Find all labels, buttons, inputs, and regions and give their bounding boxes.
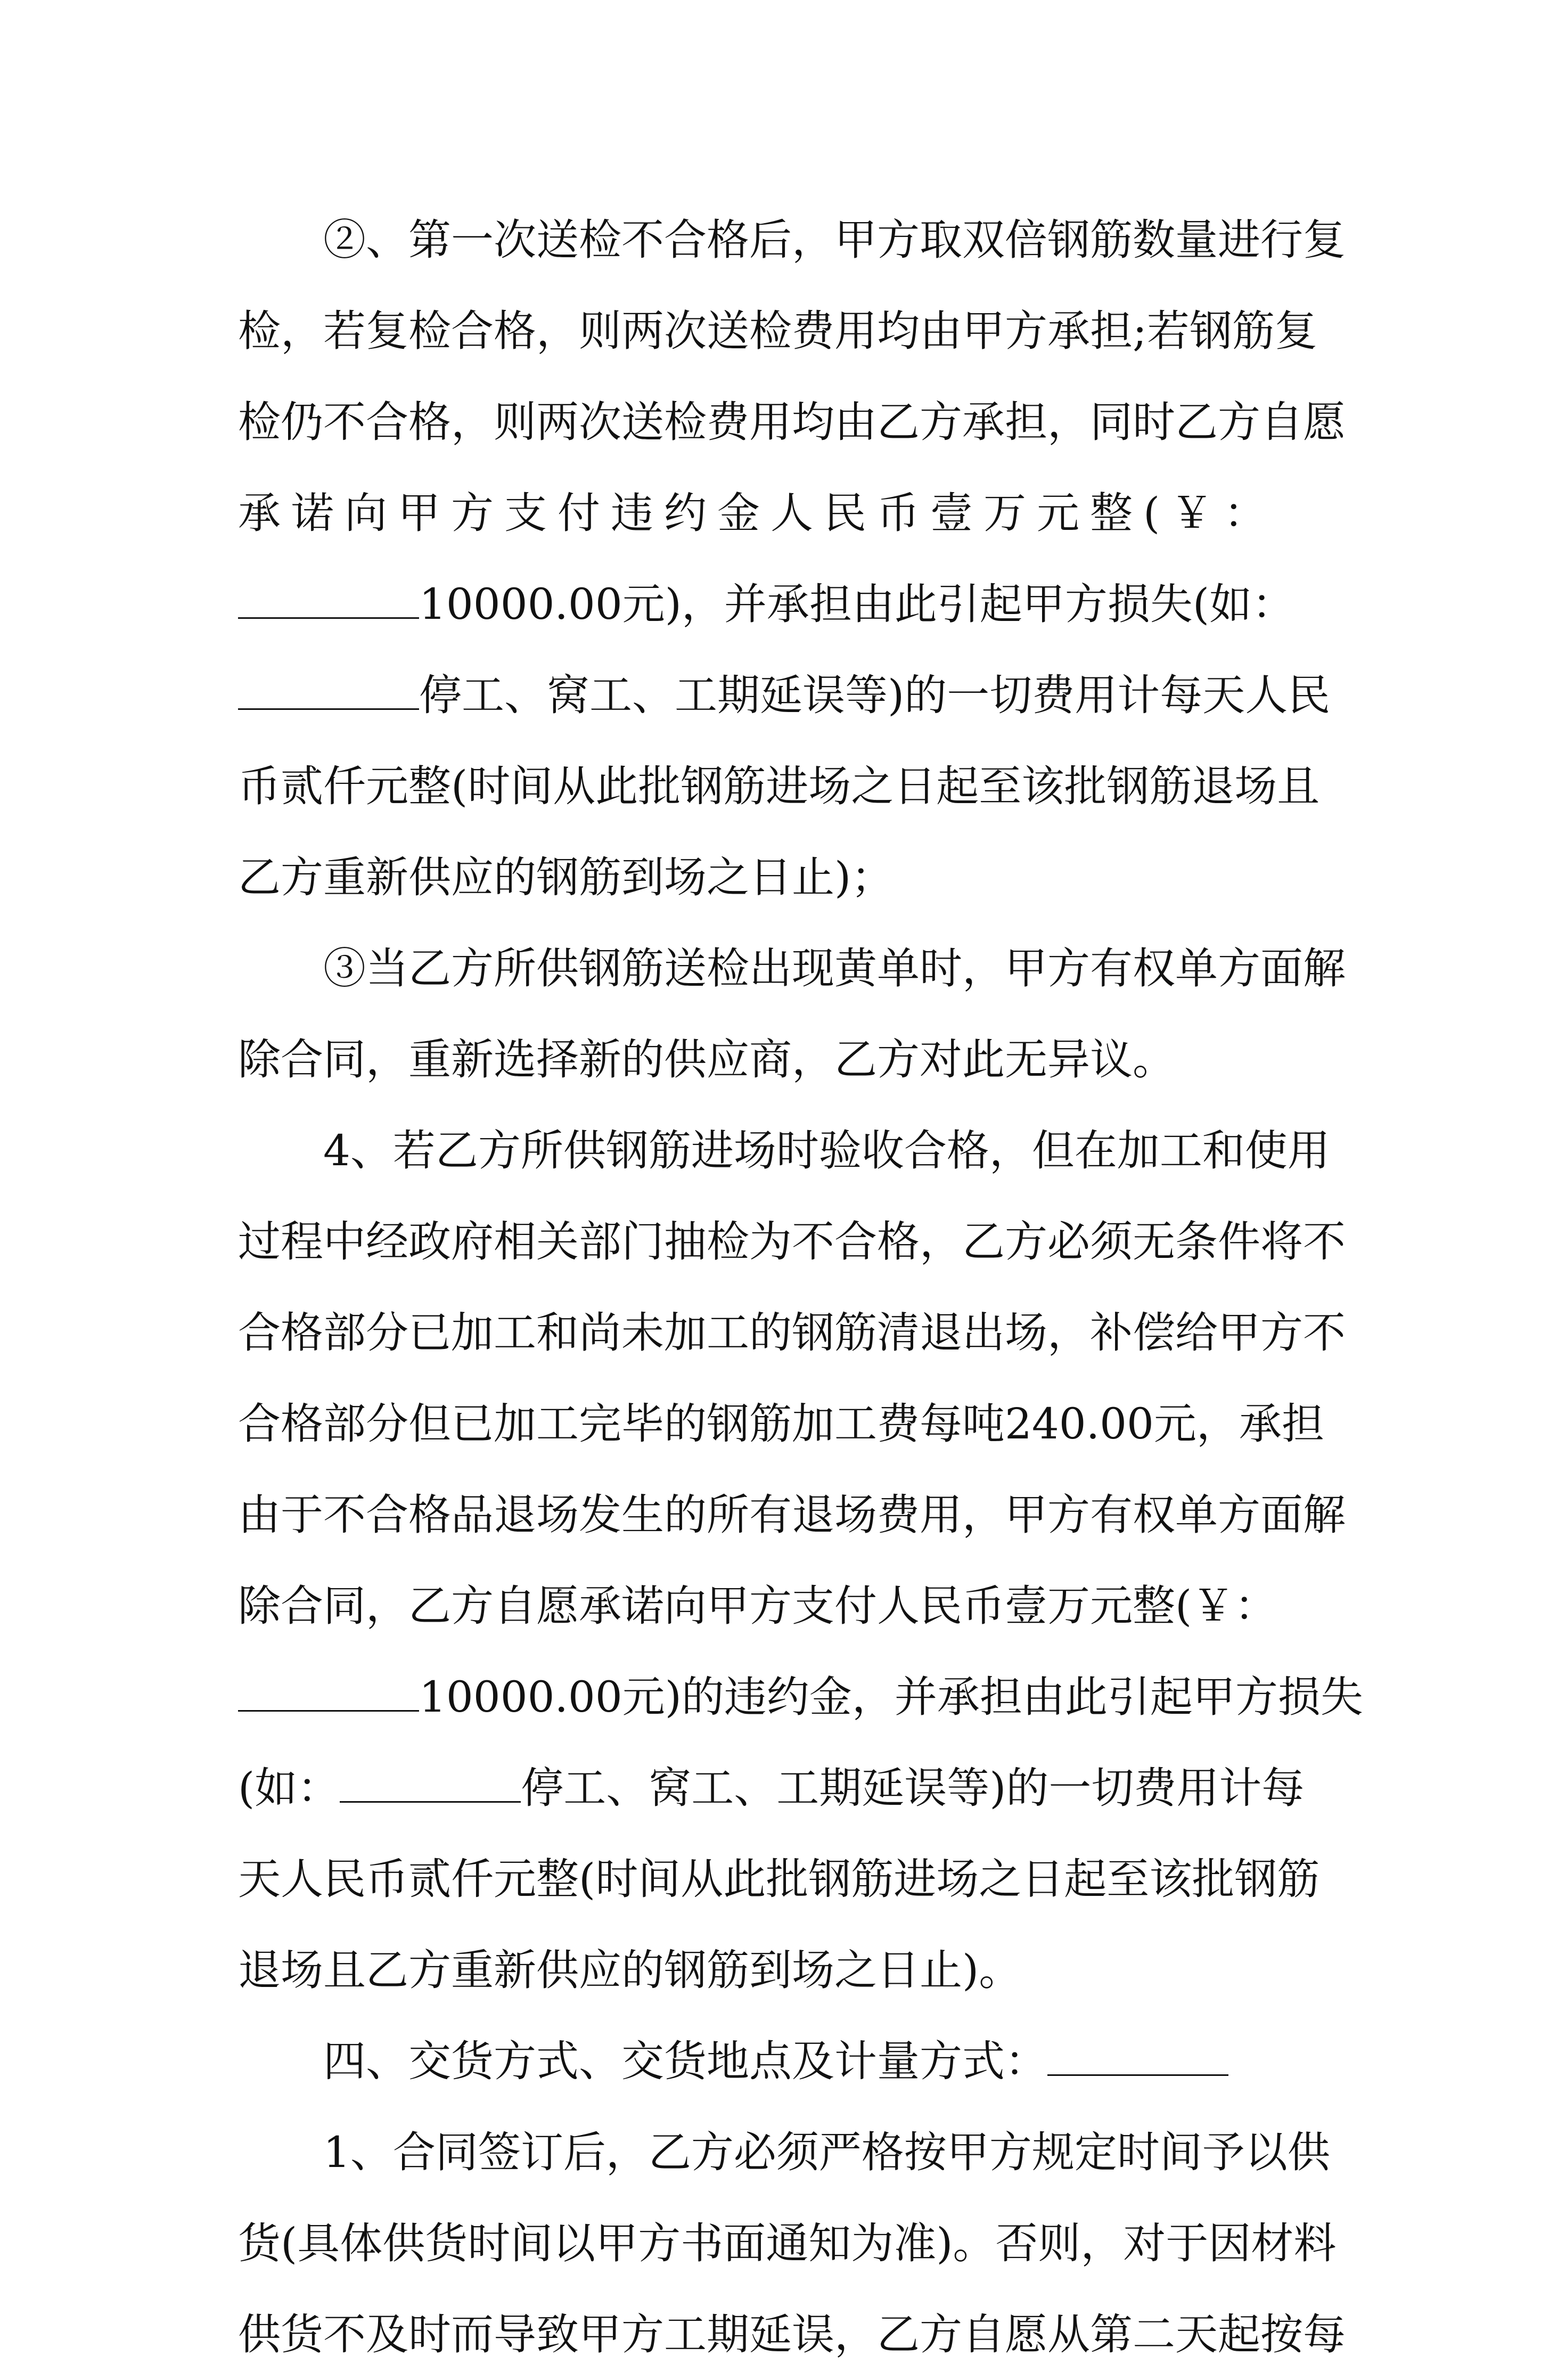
blank-underline bbox=[238, 585, 419, 619]
text-line bbox=[238, 559, 1303, 650]
text-line: 4、若乙方所供钢筋进场时验收合格，但在加工和使用 bbox=[323, 1126, 1330, 1175]
text-line: ②、第一次送检不合格后，甲方取双倍钢筋数量进行复 bbox=[323, 215, 1346, 265]
text-line: 货(具体供货时间以甲方书面通知为准)。否则，对于因材料 bbox=[238, 2219, 1337, 2268]
text-line: 币贰仟元整(时间从此批钢筋进场之日起至该批钢筋退场且 bbox=[238, 762, 1320, 811]
text-fragment: 停工、窝工、工期延误等)的一切费用计每 bbox=[521, 1763, 1305, 1813]
text-fragment: 停工、窝工、工期延误等)的一切费用计每天人民 bbox=[419, 670, 1331, 720]
text-line bbox=[238, 1651, 1363, 1743]
text-line: 除合同，重新选择新的供应商，乙方对此无异议。 bbox=[238, 1035, 1175, 1084]
document-body bbox=[238, 194, 1363, 2380]
blank-underline bbox=[238, 676, 419, 710]
section-heading bbox=[238, 2016, 1303, 2107]
text-line: 检，若复检合格，则两次送检费用均由甲方承担;若钢筋复 bbox=[238, 306, 1317, 356]
text-line: 1、合同签订后，乙方必须严格按甲方规定时间予以供 bbox=[323, 2128, 1330, 2177]
text-line: 天人民币贰仟元整(时间从此批钢筋进场之日起至该批钢筋 bbox=[238, 1854, 1320, 1904]
text-line bbox=[238, 1743, 1303, 1834]
text-line: ③当乙方所供钢筋送检出现黄单时，甲方有权单方面解 bbox=[323, 944, 1346, 993]
text-fragment: 10000.00元)的违约金，并承担由此引起甲方损失 bbox=[419, 1672, 1363, 1722]
text-line: 合格部分但已加工完毕的钢筋加工费每吨240.00元，承担 bbox=[238, 1399, 1324, 1449]
text-line: 退场且乙方重新供应的钢筋到场之日止)。 bbox=[238, 1945, 1022, 1995]
text-fragment: 四、交货方式、交货地点及计量方式： bbox=[323, 2037, 1047, 2086]
blank-underline bbox=[1047, 2042, 1228, 2076]
blank-underline bbox=[238, 1678, 419, 1712]
text-line: 乙方重新供应的钢筋到场之日止)； bbox=[238, 853, 894, 902]
text-fragment: 10000.00元)，并承担由此引起甲方损失(如： bbox=[419, 579, 1295, 629]
text-line: 除合同，乙方自愿承诺向甲方支付人民币壹万元整(￥： bbox=[238, 1581, 1277, 1631]
text-line: 检仍不合格，则两次送检费用均由乙方承担，同时乙方自愿 bbox=[238, 397, 1346, 447]
text-line: 过程中经政府相关部门抽检为不合格，乙方必须无条件将不 bbox=[238, 1217, 1346, 1266]
text-line bbox=[238, 650, 1331, 741]
text-line: 由于不合格品退场发生的所有退场费用，甲方有权单方面解 bbox=[238, 1490, 1346, 1540]
text-line: 承诺向甲方支付违约金人民币壹万元整(￥： bbox=[238, 488, 1277, 538]
blank-underline bbox=[340, 1769, 521, 1803]
text-fragment: (如： bbox=[238, 1763, 340, 1813]
text-line: 供货不及时而导致甲方工期延误，乙方自愿从第二天起按每 bbox=[238, 2310, 1346, 2359]
text-line: 合格部分已加工和尚未加工的钢筋清退出场，补偿给甲方不 bbox=[238, 1308, 1346, 1357]
